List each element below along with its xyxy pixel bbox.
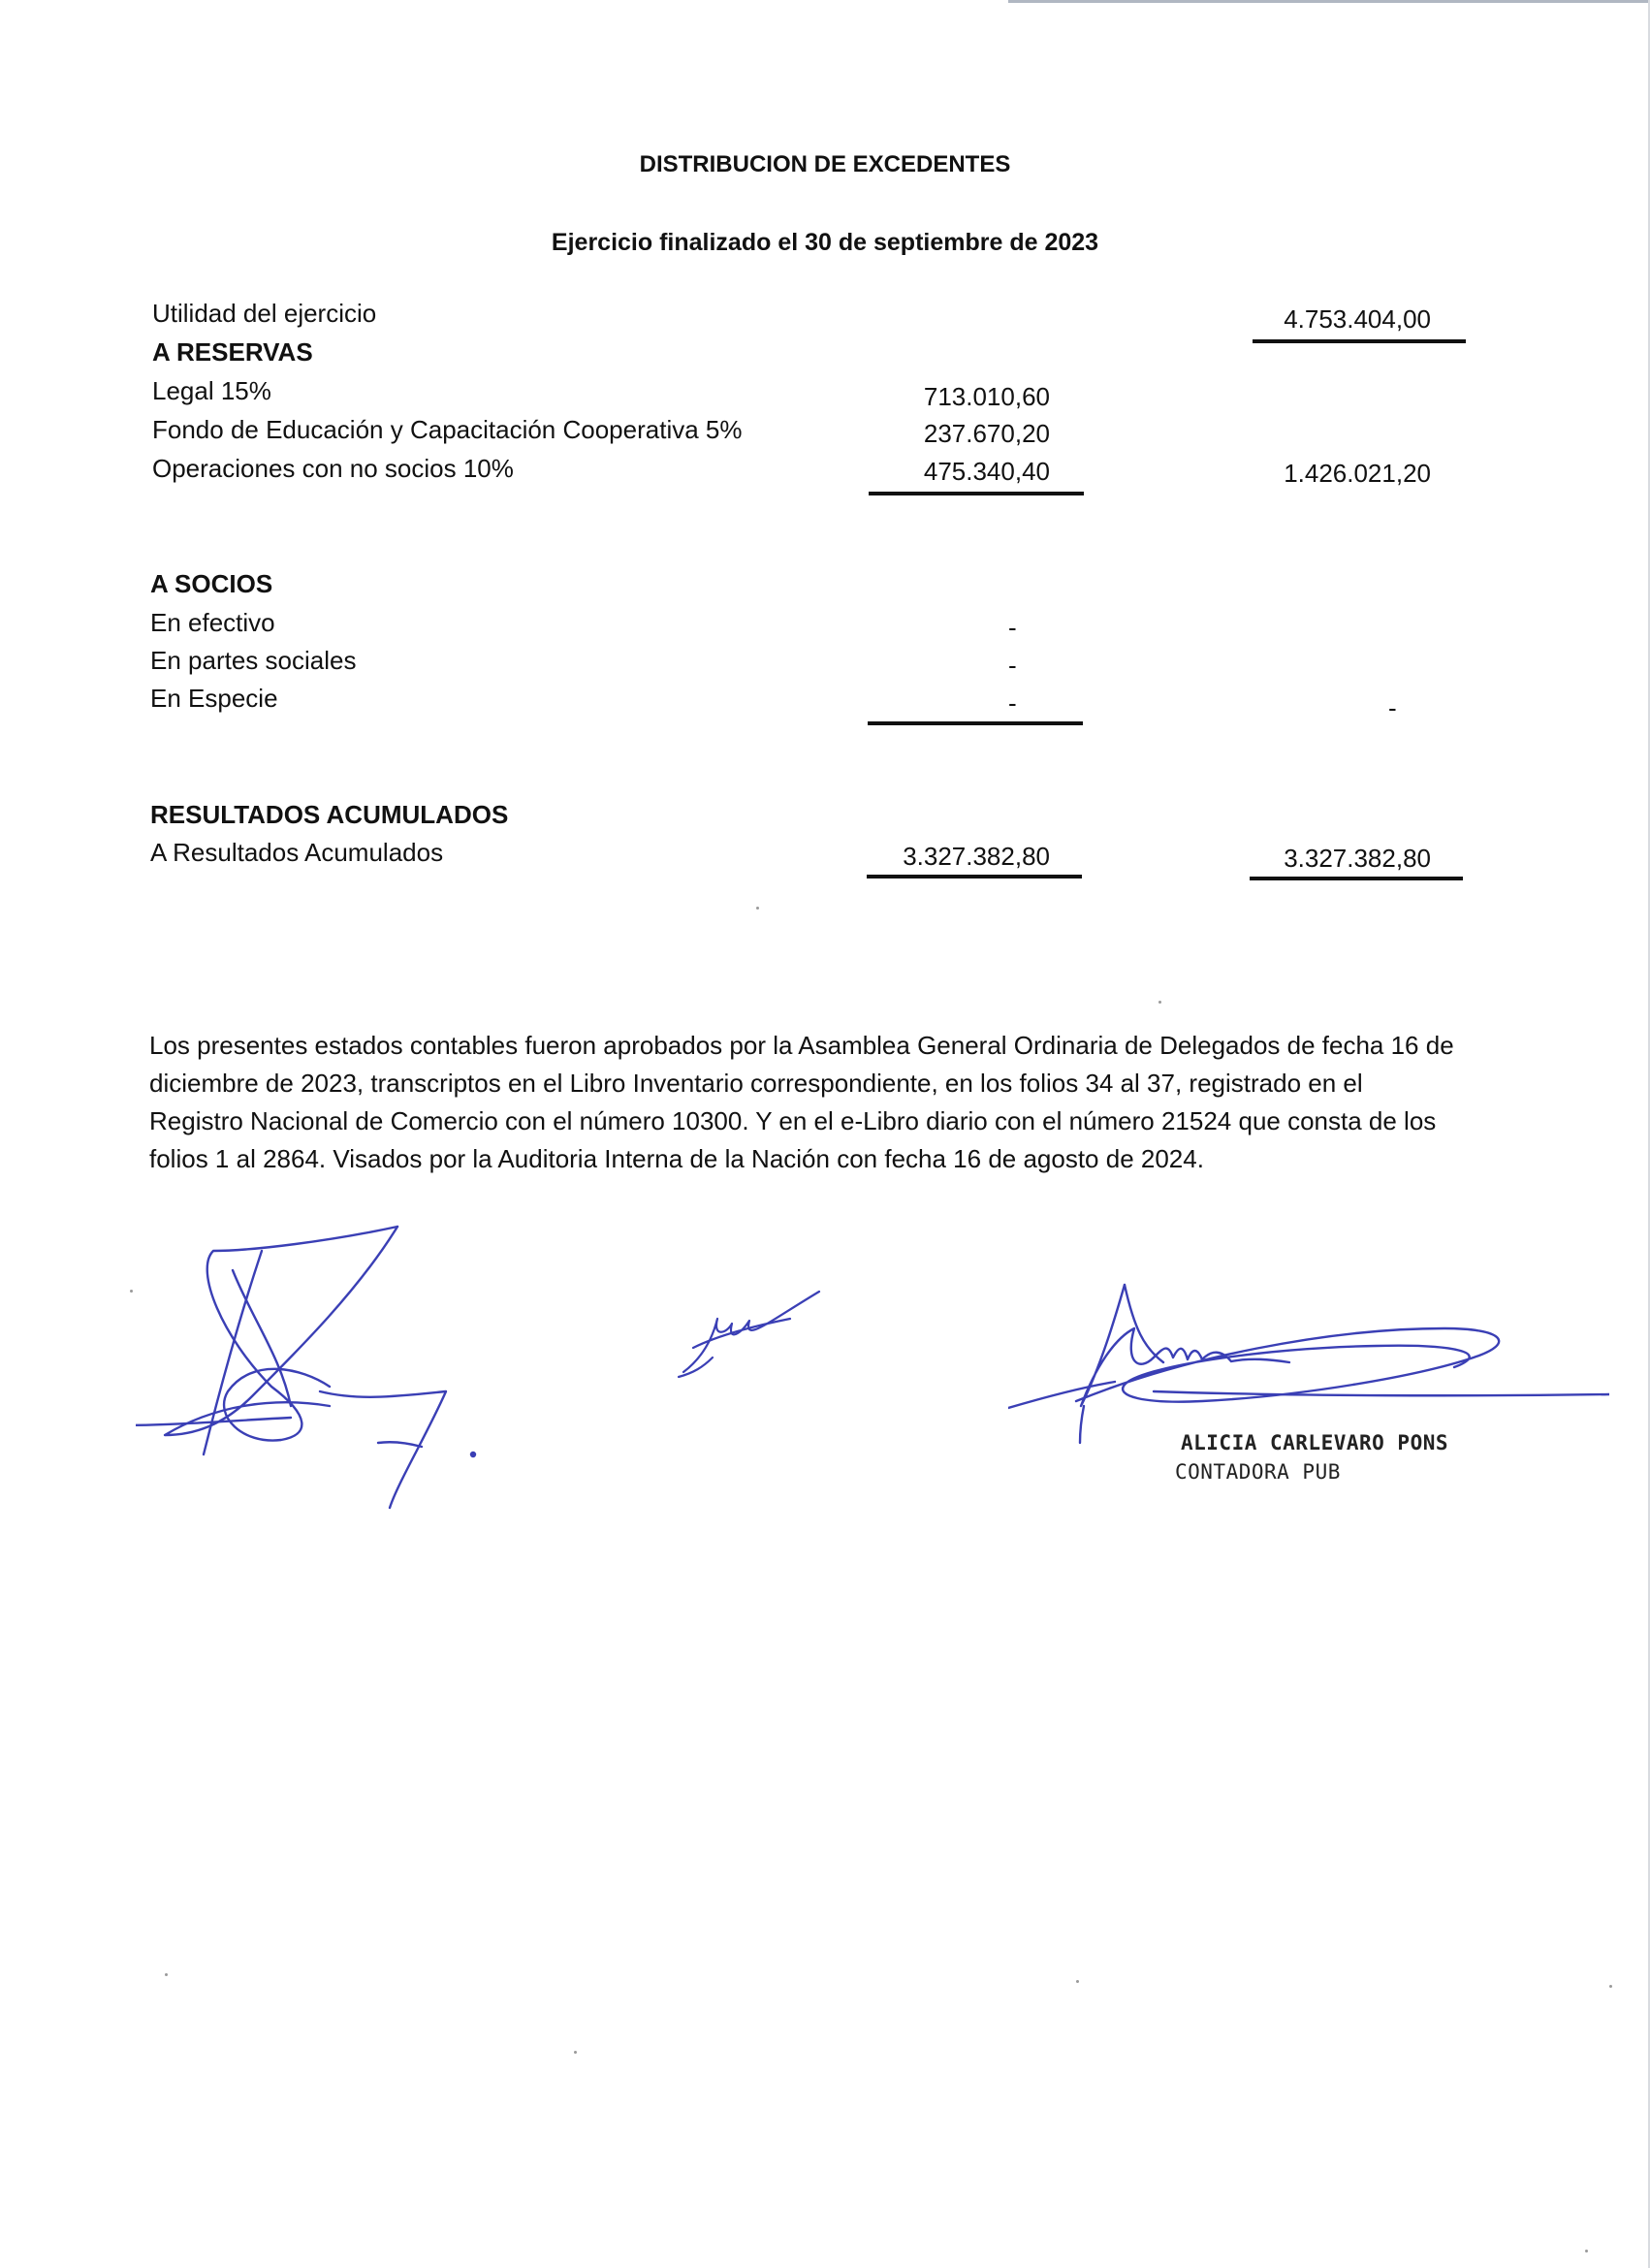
scan-speck [574,2051,577,2054]
socios-row-label: En partes sociales [150,646,357,675]
scan-speck [130,1290,133,1293]
utilidad-rule [1253,339,1466,343]
stamp-name: ALICIA CARLEVARO PONS [1181,1431,1449,1454]
reservas-row-label: Fondo de Educación y Capacitación Cooperativa 5% [152,415,743,444]
resultados-subtotal-rule [867,875,1082,878]
socios-row-label: En Especie [150,684,278,713]
stamp-role: CONTADORA PUB [1175,1460,1341,1484]
reservas-heading: A RESERVAS [152,337,313,367]
scan-speck [1158,1001,1161,1004]
resultados-heading: RESULTADOS ACUMULADOS [150,800,509,829]
socios-subtotal-rule [868,721,1083,725]
socios-heading: A SOCIOS [150,569,273,598]
reservas-subtotal-rule [869,492,1084,495]
socios-row-label: En efectivo [150,608,275,637]
document-title: DISTRIBUCION DE EXCEDENTES [639,151,1011,177]
approval-paragraph: Los presentes estados contables fueron aprobados por la Asamblea General Ordinaria de Delegados de fecha 16 de diciembre de 2023, transcriptos en el Libro Inventario correspondiente, en los folios 34 al 37, registrado en el Registro Nacional de Comercio con el número 10300. Y en el e-Libro diario con el número 21524 que consta de los folios 1 al 2864. Visados por la Auditoria Interna de la Nación con fecha 16 de agosto de 2024. [149,1031,1454,1173]
scan-speck [1609,1985,1612,1988]
socios-row-amount: - [1008,613,1017,642]
socios-row-amount: - [1008,651,1017,680]
document-subtitle: Ejercicio finalizado el 30 de septiembre de 2023 [551,229,1099,256]
scan-speck [1076,1980,1079,1983]
scan-speck [756,907,759,910]
utilidad-label: Utilidad del ejercicio [152,299,377,328]
resultados-row-label: A Resultados Acumulados [150,838,444,867]
reservas-total: 1.426.021,20 [1284,459,1431,488]
signature-right [1008,1270,1609,1454]
reservas-row-label: Legal 15% [152,376,271,405]
socios-row-amount: - [1008,688,1017,718]
socios-total: - [1388,693,1397,722]
reservas-row-amount: 237.670,20 [923,419,1050,448]
reservas-row-amount: 475.340,40 [923,457,1050,486]
resultados-total-rule [1250,877,1463,880]
scan-speck [165,1973,168,1976]
reservas-row-amount: 713.010,60 [923,382,1050,411]
reservas-row-label: Operaciones con no socios 10% [152,454,514,483]
signature-middle [674,1280,829,1387]
signature-left [136,1212,504,1522]
scan-edge-top [1008,0,1648,3]
resultados-row-amount: 3.327.382,80 [903,842,1050,871]
resultados-total: 3.327.382,80 [1284,844,1431,873]
utilidad-total: 4.753.404,00 [1284,304,1431,334]
scan-speck [1585,2250,1588,2252]
